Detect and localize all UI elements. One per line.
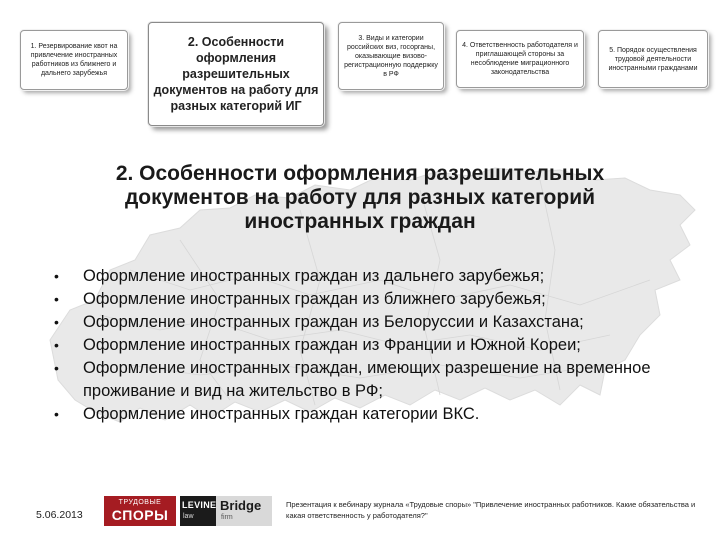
levine-bridge-logo xyxy=(180,496,272,526)
list-item xyxy=(48,403,688,426)
tab-label: 5. Порядок осуществления трудовой деятельности иностранными гражданами xyxy=(608,46,698,72)
list-item xyxy=(48,265,688,288)
footer-date: 5.06.2013 xyxy=(36,509,83,521)
logo-line: СПОРЫ xyxy=(111,507,169,523)
list-item-text: Оформление иностранных граждан из Белоруссии и Казахстана; xyxy=(83,313,584,331)
bullet-icon: • xyxy=(54,337,59,353)
list-item-text: Оформление иностранных граждан из дальнего зарубежья; xyxy=(83,267,545,285)
slide-title: 2. Особенности оформления разрешительных документов на работу для разных категорий иностранных граждан xyxy=(115,162,605,233)
tab-quota-reservation[interactable] xyxy=(20,30,128,90)
bullet-list xyxy=(48,265,688,426)
tab-work-permit-documents[interactable] xyxy=(148,22,324,126)
list-item xyxy=(48,311,688,334)
bullet-icon: • xyxy=(54,360,59,376)
tab-label: 3. Виды и категории российских виз, госорганы, оказывающие визово-регистрационную поддержку в РФ xyxy=(344,34,438,78)
logo-part-left xyxy=(180,496,216,526)
logo-part-right xyxy=(216,496,272,526)
bullet-icon: • xyxy=(54,291,59,307)
tab-visa-types[interactable] xyxy=(338,22,444,90)
logo-line: ТРУДОВЫЕ xyxy=(118,499,162,506)
tab-label: 2. Особенности оформления разрешительных документов на работу для разных категорий ИГ xyxy=(153,35,319,113)
bullet-icon: • xyxy=(54,314,59,330)
tab-employer-responsibility[interactable] xyxy=(456,30,584,88)
list-item-text: Оформление иностранных граждан из ближнего зарубежья; xyxy=(83,290,546,308)
trudovye-spory-logo xyxy=(104,496,176,526)
bullet-icon: • xyxy=(54,268,59,284)
list-item-text: Оформление иностранных граждан из Франции и Южной Кореи; xyxy=(83,336,581,354)
tab-labor-activity-procedure[interactable] xyxy=(598,30,708,88)
list-item xyxy=(48,357,688,403)
logo-text: law xyxy=(183,513,194,520)
list-item xyxy=(48,288,688,311)
logo-text: firm xyxy=(221,514,233,521)
tab-label: 4. Ответственность работодателя и приглашающей стороны за несоблюдение миграционного законодательства xyxy=(462,42,578,76)
logo-text: LEVINE xyxy=(182,500,217,510)
bullet-icon: • xyxy=(54,406,59,422)
logo-text: Bridge xyxy=(220,498,262,513)
list-item-text: Оформление иностранных граждан категории ВКС. xyxy=(83,405,480,423)
list-item xyxy=(48,334,688,357)
tab-label: 1. Резервирование квот на привлечение иностранных работников из ближнего и дальнего зарубежья xyxy=(30,43,118,77)
list-item-text: Оформление иностранных граждан, имеющих разрешение на временное проживание и вид на жительство в РФ; xyxy=(83,359,651,400)
footer-caption: Презентация к вебинару журнала «Трудовые споры» "Привлечение иностранных работников. Какие обязательства и какая ответственность у работодателя?" xyxy=(286,500,696,520)
